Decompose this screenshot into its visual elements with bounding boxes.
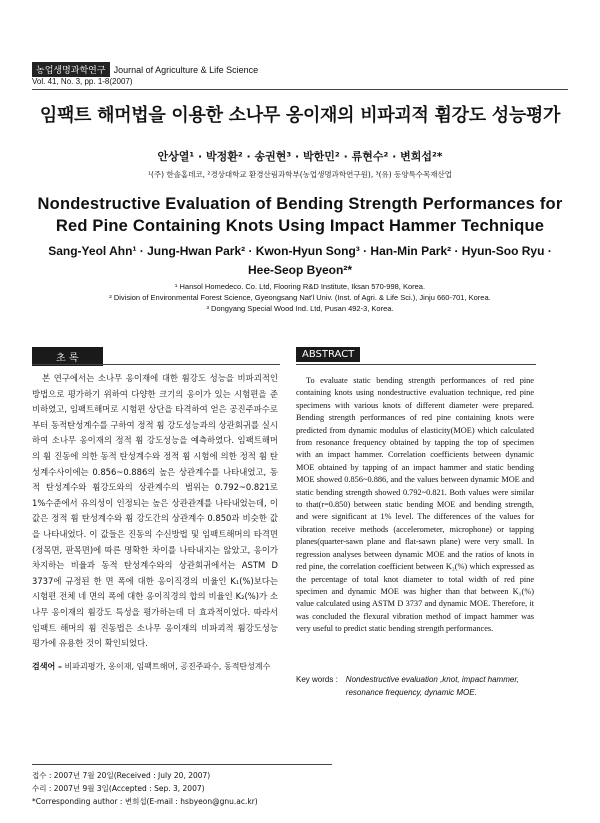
affiliation-line: ¹ Hansol Homedeco. Co. Ltd, Flooring R&D Institute, Iksan 570-998, Korea.: [174, 282, 426, 291]
affiliations-korean: ¹(주) 한솔홈데코, ²경상대학교 환경산림과학부(농업생명과학연구원), ³(유) 동양특수목재산업: [147, 170, 453, 179]
keywords-korean-values: 비파괴평가, 옹이재, 임팩트해머, 공진주파수, 동적탄성계수: [64, 662, 271, 671]
keywords-english-values: Nondestructive evaluation ,knot, impact hammer, resonance frequency, dynamic MOE.: [345, 675, 519, 697]
journal-header: [32, 62, 258, 77]
journal-badge: 농업생명과학연구: [32, 62, 110, 77]
abstract-korean-heading: 초 록: [32, 347, 103, 366]
abstract-english-text: To evaluate static bending strength performances of red pine containing knots using nondestructive evaluation technique, red pine specimens with various knots of different diameter were prepared. Bending strength performances of red pine containing knots were predicted from dynamic modulus of elasticity(MOE) which calculated from resonance frequency obtained by tapping the top of specimen with an impact hammer. Correlation coefficients between dynamic MOE obtained by tapping of an impact hammer and static bending MOE showed 0.856~0.886, and the values between dynamic MOE and static bending strength showed 0.792~0.821. Both values were similar to that(r=0.850) between static bending MOE and bending strength, and were significant at 1% level. The differences of the values for vibration receive methods (accelerometer, microphone) or tapping planes(quarter-sawn plane and flat-sawn plane) were very small. In regression analyses between dynamic MOE and the ratios of knots in red pine, the correlation coefficient between K₂(%) which expressed as the percentage of total knot diameter to total width of red pine specimen and dynamic MOE was higher than that between K₁(%) value calculated using ASTM D 3737 and dynamic MOE. Therefore, it was concluded the flexural vibration method of impact hammer was very useful to predict static bending strength performances.: [296, 376, 534, 634]
title-korean: 임팩트 해머법을 이용한 소나무 옹이재의 비파괴적 휨강도 성능평가: [39, 105, 561, 126]
authors-korean: 안상열¹ · 박정환² · 송권현³ · 박한민² · 류현수² · 변희섭²*: [157, 150, 443, 163]
keywords-korean: [32, 660, 278, 673]
keywords-english: [296, 673, 536, 699]
affiliations-english: [0, 281, 600, 314]
footnote-accepted: 수리 : 2007년 9월 3일(Accepted : Sep. 3, 2007): [32, 784, 205, 793]
volume-info: Vol. 41, No. 3, pp. 1-8(2007): [32, 77, 133, 86]
abstract-english-heading: ABSTRACT: [296, 347, 360, 362]
footnote-received: 접수 : 2007년 7월 20일(Received : July 20, 2007): [32, 771, 211, 780]
keywords-english-label: Key words :: [296, 675, 338, 684]
keywords-korean-label: 검색어 –: [32, 662, 62, 671]
affiliation-line: ³ Dongyang Special Wood Ind. Ltd, Pusan 492-3, Korea.: [206, 304, 394, 313]
footnotes: [32, 764, 332, 808]
abstract-korean-text: 본 연구에서는 소나무 옹이재에 대한 휨강도 성능을 비파괴적인 방법으로 평가하기 위하여 다양한 크기의 옹이가 있는 시험편을 준비하였고, 임팩트해머로 시험편 상단을 타격하여 얻은 공진주파수로부터 동적탄성계수를 구하여 정적 휨 강도성능과의 상관회귀를 실시하여 소나무 옹이재의 정적 휨 강도성능을 예측하였다. 임팩트해머의 휨 진동에 의한 동적 탄성계수와 정적 휨 시험에 의한 정적 휨 탄성계수사이에는 0.856~0.886의 높은 상관계수를 나타내었고, 동적 탄성계수와 휨강도와의 상관계수의 범위는 0.792~0.821로 1%수준에서 유의성이 인정되는 높은 상관관계를 나타내었는데, 이 값은 정적 휨 탄성계수와 휨 강도간의 상관계수 0.850과 비슷한 값을 나타내었다. 이 값들은 진동의 수신방법 및 임팩트해머의 타격면(정목면, 판목면)에 따른 명확한 차이를 나타내지는 않았고, 옹이가 차지하는 비율과 동적 탄성계수와의 상관회귀에서는 ASTM D 3737에 규정된 한 면 폭에 대한 옹이직경의 비율인 K₁(%)보다는 시험편 전체 네 면의 폭에 대한 옹이직경의 합의 비율인 K₂(%)가 소나무 옹이재의 휨강도 특성을 평가하는데 더 효과적이었다. 따라서 임팩트 해머의 휨 진동법은 소나무 옹이재의 비파괴적 휨강도성능 평가에 유용한 것이 확인되었다.: [32, 373, 278, 649]
header-divider: [32, 89, 568, 90]
footnote-corresponding: *Corresponding author : 변희섭(E-mail : hsbyeon@gnu.ac.kr): [32, 797, 258, 806]
authors-english: Sang-Yeol Ahn¹ · Jung-Hwan Park² · Kwon-Hyun Song³ · Han-Min Park² · Hyun-Soo Ryu · Hee-Seop Byeon²*: [48, 244, 552, 277]
title-english: Nondestructive Evaluation of Bending Strength Performances for Red Pine Containing Knots Using Impact Hammer Technique: [37, 195, 563, 235]
abstract-korean-divider: [32, 364, 280, 365]
abstract-english-divider: [296, 364, 536, 365]
journal-name: Journal of Agriculture & Life Science: [113, 64, 259, 75]
affiliation-line: ² Division of Environmental Forest Science, Gyeongsang Nat'l Univ. (Inst. of Agri. & Life Sci.), Jinju 660-701, Korea.: [109, 293, 491, 302]
